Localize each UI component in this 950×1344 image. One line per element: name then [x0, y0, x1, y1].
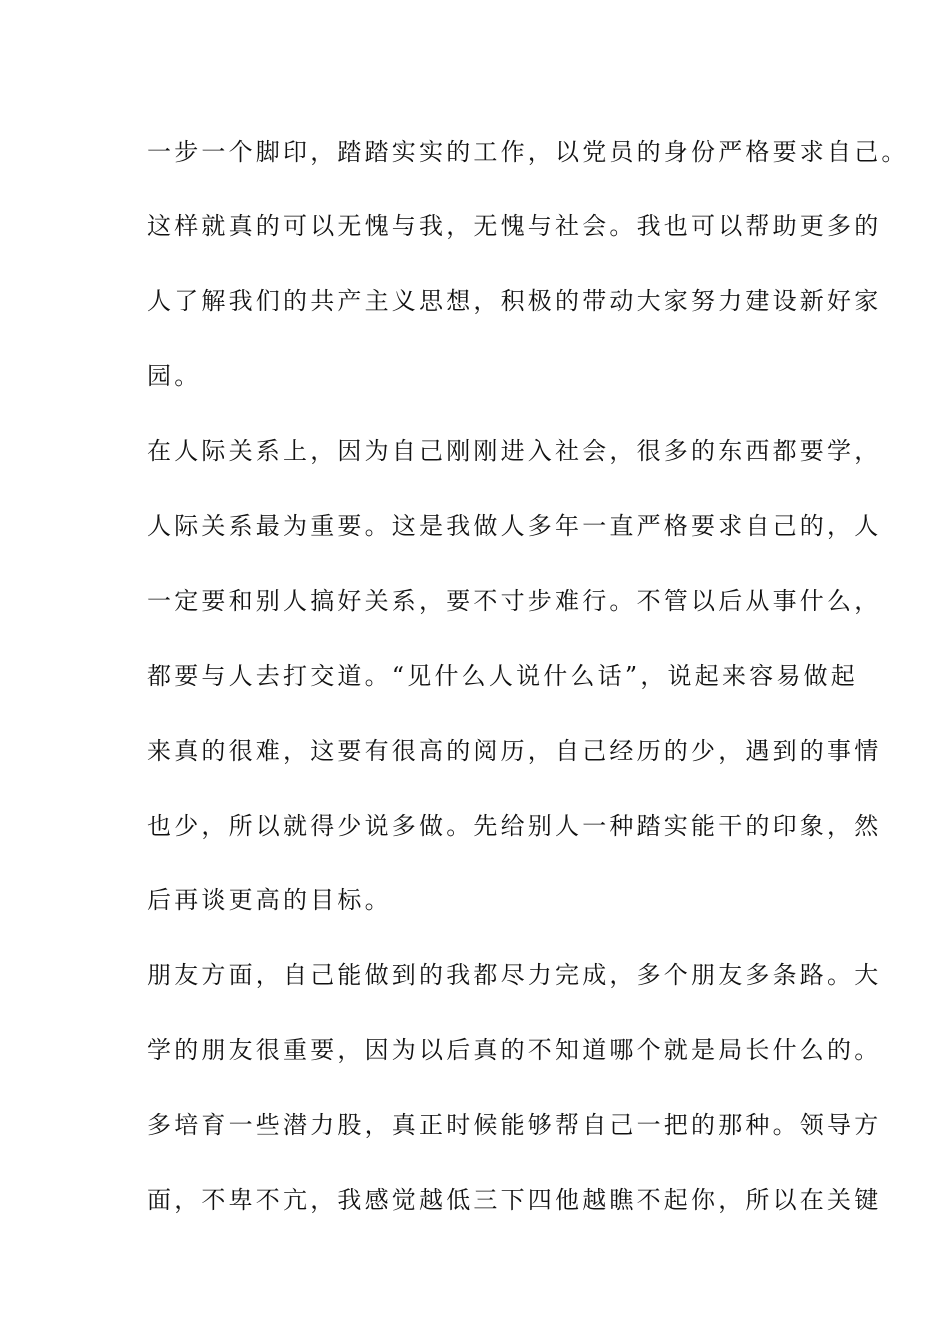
text-line: 朋友方面，自己能做到的我都尽力完成，多个朋友多条路。大: [147, 961, 882, 989]
text-line: 这样就真的可以无愧与我，无愧与社会。我也可以帮助更多的: [147, 212, 882, 240]
text-line: 人了解我们的共产主义思想，积极的带动大家努力建设新好家: [147, 287, 882, 315]
text-line: 面，不卑不亢，我感觉越低三下四他越瞧不起你，所以在关键: [147, 1186, 882, 1214]
text-line: 来真的很难，这要有很高的阅历，自己经历的少，遇到的事情: [147, 737, 882, 765]
text-line: 也少，所以就得少说多做。先给别人一种踏实能干的印象，然: [147, 812, 882, 840]
text-line: 多培育一些潜力股，真正时候能够帮自己一把的那种。领导方: [147, 1111, 882, 1139]
text-line: 在人际关系上，因为自己刚刚进入社会，很多的东西都要学，: [147, 437, 882, 465]
text-line: 园。: [147, 362, 202, 390]
text-line: 都要与人去打交道。“见什么人说什么话”，说起来容易做起: [147, 662, 858, 690]
text-line: 人际关系最为重要。这是我做人多年一直严格要求自己的，人: [147, 512, 882, 540]
text-line: 一定要和别人搞好关系，要不寸步难行。不管以后从事什么，: [147, 587, 882, 615]
text-line: 一步一个脚印，踏踏实实的工作，以党员的身份严格要求自己。: [147, 138, 909, 166]
text-line: 后再谈更高的目标。: [147, 886, 392, 914]
text-line: 学的朋友很重要，因为以后真的不知道哪个就是局长什么的。: [147, 1036, 882, 1064]
